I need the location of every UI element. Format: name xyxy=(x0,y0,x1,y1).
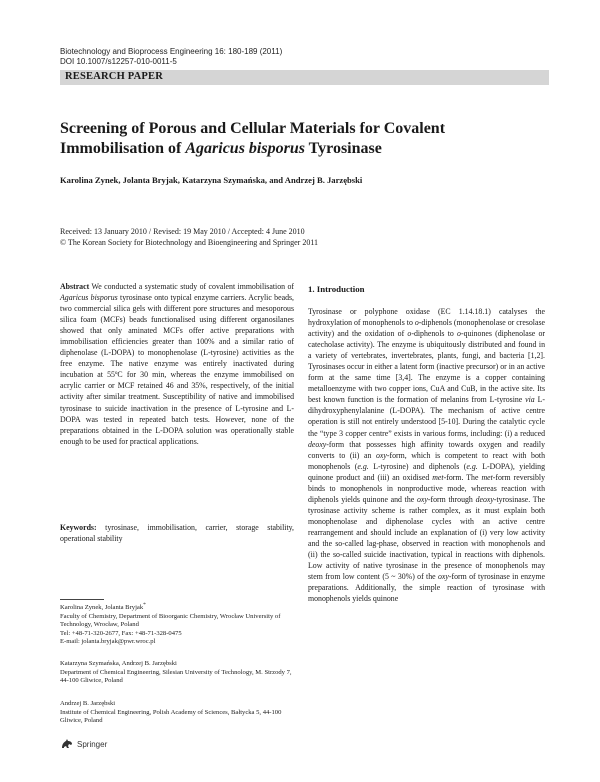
abstract-heading: Abstract xyxy=(60,282,90,291)
affiliation-names: Karolina Zynek, Jolanta Bryjak xyxy=(60,604,144,612)
affiliation-2-names: Katarzyna Szymańska, Andrzej B. Jarzębski xyxy=(60,660,177,667)
intro-italic: deoxy xyxy=(308,439,327,449)
affiliation-3-address: Institute of Chemical Engineering, Polish Academy of Sciences, Bałtycka 5, 44-100 Gliwice, Poland xyxy=(60,708,282,725)
journal-header xyxy=(60,47,282,67)
affiliation-1-address: Faculty of Chemistry, Department of Bioorganic Chemistry, Wrocław University of Technology, Wrocław, Poland xyxy=(60,612,281,629)
affiliation-1-email[interactable]: E-mail: jolanta.bryjak@pwr.wroc.pl xyxy=(60,638,156,646)
intro-italic: via xyxy=(525,395,535,405)
intro-text: -quinones (diphenolase or catecholase activity). The enzyme is ubiquitously distributed and found in a variety of vertebrates, invertebrates, plants, fungi, and bacteria [1,2]. Tyrosinases occur in either a latent form (inactive precursor) or in an active form at the same time [3,4]. The enzyme is a copper containing metalloenzyme with two copper ions, CuA and CuB, in the active site. Its best known function is the formation of melanins from L-tyrosine xyxy=(308,329,545,405)
abstract xyxy=(60,281,294,447)
keywords xyxy=(60,522,294,544)
intro-text: L-dihydroxyphenylalanine (L-DOPA). The mechanism of active centre operation is still not entirely understood [5-10]. During the catalytic cycle the “type 3 copper centre” exists in various forms, including: (i) a reduced xyxy=(308,395,545,438)
publisher-name: Springer xyxy=(77,739,108,749)
affiliation-3-names: Andrzej B. Jarzębski xyxy=(60,700,116,707)
title-text-end: Tyrosinase xyxy=(304,140,382,157)
intro-italic: o xyxy=(414,318,419,328)
intro-text: -form, which is competent to react with both monophenols ( xyxy=(308,450,545,471)
intro-italic: deoxy xyxy=(475,494,494,504)
journal-doi[interactable]: DOI 10.1007/s12257-010-0011-5 xyxy=(60,57,177,66)
affiliation-1-phone: Tel: +48-71-320-2677, Fax: +48-71-328-0475 xyxy=(60,629,182,637)
article-dates xyxy=(60,227,318,248)
intro-text: Tyrosinase or polyphone oxidase (EC 1.14.18.1) catalyses the hydroxylation of monophenols to xyxy=(308,307,545,328)
article-title xyxy=(60,119,530,159)
title-line-1: Screening of Porous and Cellular Materials for Covalent xyxy=(60,120,446,137)
intro-text: L-DOPA), yielding quinone product and (iii) an oxidised xyxy=(308,461,545,482)
keywords-heading: Keywords: xyxy=(60,523,97,532)
copyright-line: © The Korean Society for Biotechnology and Bioengineering and Springer 2011 xyxy=(60,237,319,247)
intro-italic: o xyxy=(407,329,412,339)
intro-text: -form of tyrosinase in enzyme preparations. Additionally, the simple reaction of tyrosinase with monophenols yields quinone xyxy=(308,572,545,604)
intro-italic: met xyxy=(432,472,444,482)
affiliation-3 xyxy=(60,700,300,726)
corresponding-mark: * xyxy=(143,602,146,608)
intro-italic: o xyxy=(457,329,461,339)
intro-italic: oxy xyxy=(416,494,428,504)
abstract-text: We conducted a systematic study of covalent immobilisation of xyxy=(89,282,294,291)
footnote-rule xyxy=(60,599,104,600)
keywords-text: tyrosinase, immobilisation, carrier, storage stability, operational stability xyxy=(60,523,294,544)
journal-citation: Biotechnology and Bioprocess Engineering 16: 180-189 (2011) xyxy=(60,47,283,56)
intro-text: -tyrosinase. The tyrosinase activity scheme is rather complex, as it must explain both monophenolase and diphenolase cycles with an active centre rearrangement and should include an explanation of (i) very low activity and the so-called lag-phase, observed in reaction with monophenols and (ii) the so-called suicide inactivation, typical in reactions with diphenols. Low activity of native tyrosinase in the presence of monophenols may stem from low content (5 ~ 30%) of the xyxy=(308,494,545,582)
springer-horse-icon xyxy=(60,738,74,750)
affiliation-2-address: Department of Chemical Engineering, Silesian University of Technology, M. Strzody 7, 44-100 Gliwice, Poland xyxy=(60,668,292,685)
intro-italic: met xyxy=(481,472,493,482)
title-text: Immobilisation of xyxy=(60,140,186,157)
article-type-band xyxy=(60,70,549,85)
intro-italic: oxy xyxy=(375,450,387,460)
title-species: Agaricus bisporus xyxy=(185,140,305,157)
intro-text: -diphenols to xyxy=(411,329,458,339)
abstract-species: Agaricus bisporus xyxy=(60,293,118,303)
intro-text: -form that possesses high affinity towards oxygen and readily converts to (ii) an xyxy=(308,439,545,460)
intro-text: -form. The xyxy=(443,472,482,482)
intro-text: -diphenols (monophenolase or cresolase activity) and the oxidation of xyxy=(308,318,545,339)
section-heading-introduction: 1. Introduction xyxy=(308,284,365,294)
article-type-label: RESEARCH PAPER xyxy=(65,71,163,82)
publisher-logo xyxy=(60,738,107,750)
author-list: Karolina Zynek, Jolanta Bryjak, Katarzyna Szymańska, and Andrzej B. Jarzębski xyxy=(60,175,363,185)
intro-text: -form through xyxy=(427,494,476,504)
affiliation-1 xyxy=(60,601,300,647)
date-history: Received: 13 January 2010 / Revised: 19 May 2010 / Accepted: 4 June 2010 xyxy=(60,227,305,236)
intro-text: -form reversibly binds to monophenols in nonproductive mode, whereas reaction with diphenols yields quinone and the xyxy=(308,472,545,504)
title-line-2 xyxy=(60,139,530,159)
introduction-body xyxy=(308,306,545,604)
intro-italic: e.g. xyxy=(466,461,478,471)
affiliation-1-names xyxy=(60,601,300,613)
abstract-text-cont: tyrosinase onto typical enzyme carriers. Acrylic beads, two commercial silica gels with different pore structures and mesoporous silica foam (MCFs) beads functionalised using different organosilanes showed that only aminated MCFs offer active preparations with immobilisation efficiencies greater than 100% and a similar ratio of diphenolase (L-DOPA) to monophenolase (L-tyrosine) activities as the free enzyme. The native enzyme was entirely inactivated during incubation at 55ºC for 30 min, whereas the enzyme immobilised on acrylic carrier or MCF retained 46 and 35%, respectively, of the initial activity after similar treatment. Susceptibility of native and immobilised tyrosinase to suicide inactivation in the presence of L-tyrosine and L-DOPA was tested in repeated batch tests. However, none of the preparations obtained in the L-DOPA solution was operationally stable enough to be used for practical applications. xyxy=(60,293,294,446)
intro-italic: oxy xyxy=(438,572,449,582)
affiliation-2 xyxy=(60,660,300,686)
intro-text: L-tyrosine) and diphenols ( xyxy=(368,461,467,471)
intro-italic: e.g. xyxy=(357,461,369,471)
